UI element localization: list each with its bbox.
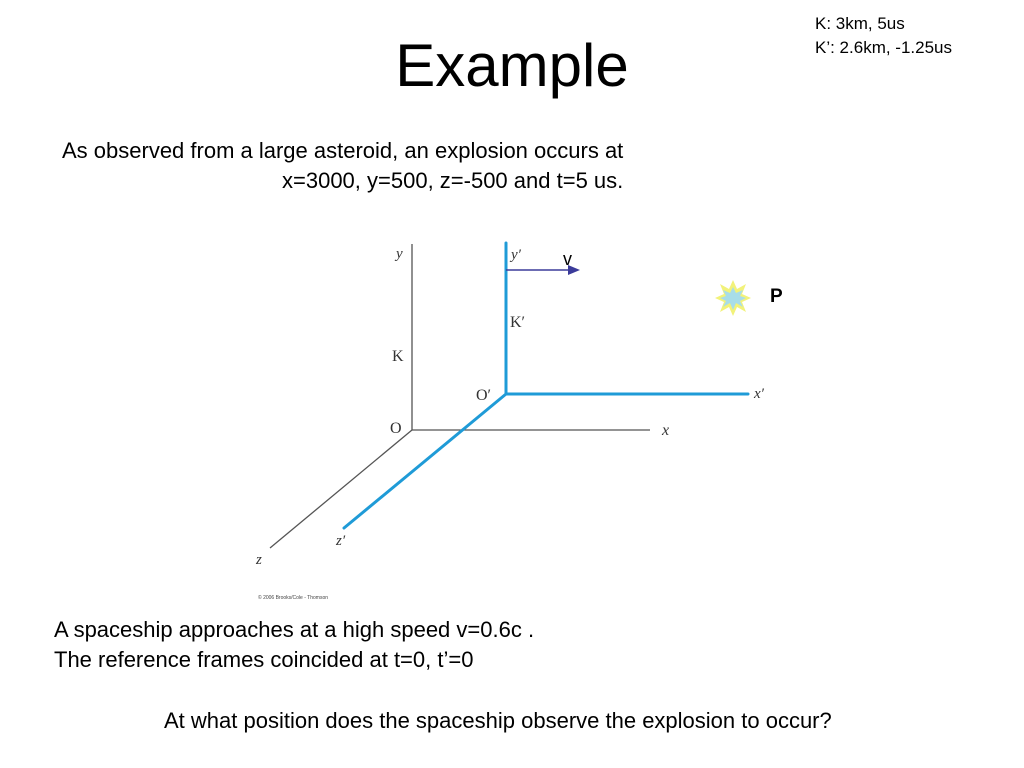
paragraph-line-1: A spaceship approaches at a high speed v=0.6c .	[54, 617, 535, 642]
frame-k-prime-label: K′	[510, 314, 526, 331]
frame-k-y-label: y	[396, 246, 403, 262]
frame-k-prime-axes	[344, 243, 748, 528]
frame-k-prime-z-label: z′	[336, 533, 346, 549]
frame-k-prime-z-axis	[344, 394, 506, 528]
velocity-label: v	[563, 249, 572, 269]
slide-title: Example	[395, 32, 629, 99]
paragraph-line-2: The reference frames coincided at t=0, t’=0	[54, 647, 474, 672]
frame-k-origin-label: O	[390, 420, 402, 437]
question-text: At what position does the spaceship observe the explosion to occur?	[164, 708, 832, 733]
intro-line-1: As observed from a large asteroid, an explosion occurs at	[62, 138, 624, 163]
intro-line-2: x=3000, y=500, z=-500 and t=5 us.	[282, 168, 624, 193]
corner-note-k-prime: K’: 2.6km, -1.25us	[815, 38, 953, 57]
image-credit: © 2006 Brooks/Cole - Thomson	[258, 595, 329, 601]
frame-k-prime-x-label: x′	[754, 386, 764, 402]
frame-k-axes	[270, 244, 650, 548]
frame-k-z-label: z	[256, 552, 262, 568]
explosion-burst-icon	[715, 280, 751, 316]
frame-k-x-label: x	[662, 422, 670, 439]
corner-note-k: K: 3km, 5us	[815, 14, 905, 33]
event-label: P	[770, 286, 783, 307]
frame-k-prime-origin-label: O′	[476, 387, 492, 404]
frame-k-prime-y-label: y′	[511, 247, 521, 263]
frame-k-label: K	[392, 348, 404, 365]
